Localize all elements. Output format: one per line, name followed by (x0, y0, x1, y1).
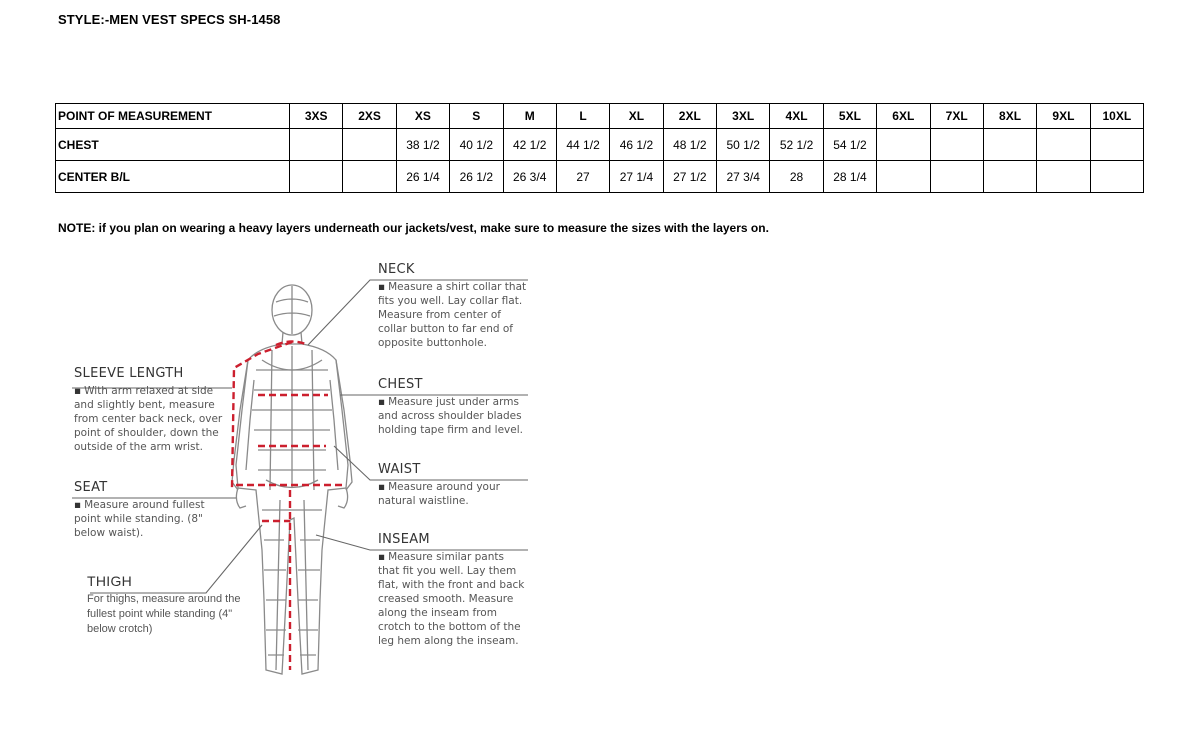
table-cell: 27 1/4 (610, 161, 663, 193)
seat-section (74, 480, 224, 540)
table-cell (983, 161, 1036, 193)
neck-text: ▪ Measure a shirt collar that fits you well. Lay collar flat. Measure from center of collar button to far end of opposite buttonhole. (378, 280, 528, 350)
table-cell: 26 3/4 (503, 161, 556, 193)
header-cell: S (450, 104, 503, 129)
header-cell: 3XL (717, 104, 770, 129)
table-row-center-bl (56, 161, 1144, 193)
header-cell: 7XL (930, 104, 983, 129)
table-cell (877, 161, 930, 193)
sleeve-length-heading: SLEEVE LENGTH (74, 366, 184, 381)
table-cell: 27 3/4 (717, 161, 770, 193)
table-cell (1037, 161, 1090, 193)
header-cell: XS (396, 104, 449, 129)
table-cell: 52 1/2 (770, 129, 823, 161)
row-label: CHEST (56, 129, 290, 161)
table-cell (930, 161, 983, 193)
header-cell: 4XL (770, 104, 823, 129)
inseam-text: ▪ Measure similar pants that fit you well. Lay them flat, with the front and back creased smooth. Measure along the inseam from crotch to the bottom of the leg hem along the inseam. (378, 550, 528, 648)
table-cell: 54 1/2 (823, 129, 876, 161)
table-cell (930, 129, 983, 161)
table-cell (343, 129, 396, 161)
table-cell (290, 161, 343, 193)
header-cell: 2XL (663, 104, 716, 129)
waist-section (378, 462, 528, 508)
header-cell: 8XL (983, 104, 1036, 129)
chest-section (378, 377, 528, 437)
table-cell: 44 1/2 (556, 129, 609, 161)
table-cell: 40 1/2 (450, 129, 503, 161)
sleeve-length-section (74, 366, 224, 454)
measurement-lines (232, 342, 346, 671)
size-spec-table (55, 103, 1144, 193)
chest-heading: CHEST (378, 377, 423, 392)
table-cell: 27 (556, 161, 609, 193)
table-cell: 26 1/2 (450, 161, 503, 193)
waist-heading: WAIST (378, 462, 421, 477)
table-cell: 27 1/2 (663, 161, 716, 193)
table-cell: 46 1/2 (610, 129, 663, 161)
header-cell: POINT OF MEASUREMENT (56, 104, 290, 129)
table-cell: 42 1/2 (503, 129, 556, 161)
thigh-section (87, 573, 247, 637)
table-cell (1037, 129, 1090, 161)
table-cell (983, 129, 1036, 161)
header-cell: 10XL (1090, 104, 1143, 129)
thigh-heading: THIGH (87, 573, 133, 589)
header-cell: L (556, 104, 609, 129)
seat-heading: SEAT (74, 480, 108, 495)
header-cell: 3XS (290, 104, 343, 129)
sleeve-length-text: ▪ With arm relaxed at side and slightly bent, measure from center back neck, over point of shoulder, down the outside of the arm wrist. (74, 384, 224, 454)
table-cell: 28 (770, 161, 823, 193)
row-label: CENTER B/L (56, 161, 290, 193)
table-cell: 48 1/2 (663, 129, 716, 161)
inseam-section (378, 532, 528, 648)
table-cell: 50 1/2 (717, 129, 770, 161)
table-cell (290, 129, 343, 161)
table-row-chest (56, 129, 1144, 161)
document-title: STYLE:-MEN VEST SPECS SH-1458 (58, 12, 281, 27)
seat-text: ▪ Measure around fullest point while standing. (8" below waist). (74, 498, 224, 540)
table-cell: 28 1/4 (823, 161, 876, 193)
table-cell (1090, 129, 1143, 161)
table-cell (877, 129, 930, 161)
thigh-text: For thighs, measure around the fullest point while standing (4" below crotch) (87, 593, 241, 635)
table-cell (1090, 161, 1143, 193)
layering-note: NOTE: if you plan on wearing a heavy layers underneath our jackets/vest, make sure to measure the sizes with the layers on. (58, 221, 769, 235)
table-cell: 38 1/2 (396, 129, 449, 161)
header-cell: 9XL (1037, 104, 1090, 129)
table-cell (343, 161, 396, 193)
header-cell: M (503, 104, 556, 129)
inseam-heading: INSEAM (378, 532, 430, 547)
waist-text: ▪ Measure around your natural waistline. (378, 480, 528, 508)
human-figure (232, 285, 352, 674)
table-header-row (56, 104, 1144, 129)
table-cell: 26 1/4 (396, 161, 449, 193)
neck-heading: NECK (378, 262, 415, 277)
chest-text: ▪ Measure just under arms and across shoulder blades holding tape firm and level. (378, 395, 528, 437)
header-cell: 5XL (823, 104, 876, 129)
header-cell: 6XL (877, 104, 930, 129)
header-cell: 2XS (343, 104, 396, 129)
neck-section (378, 262, 528, 350)
header-cell: XL (610, 104, 663, 129)
